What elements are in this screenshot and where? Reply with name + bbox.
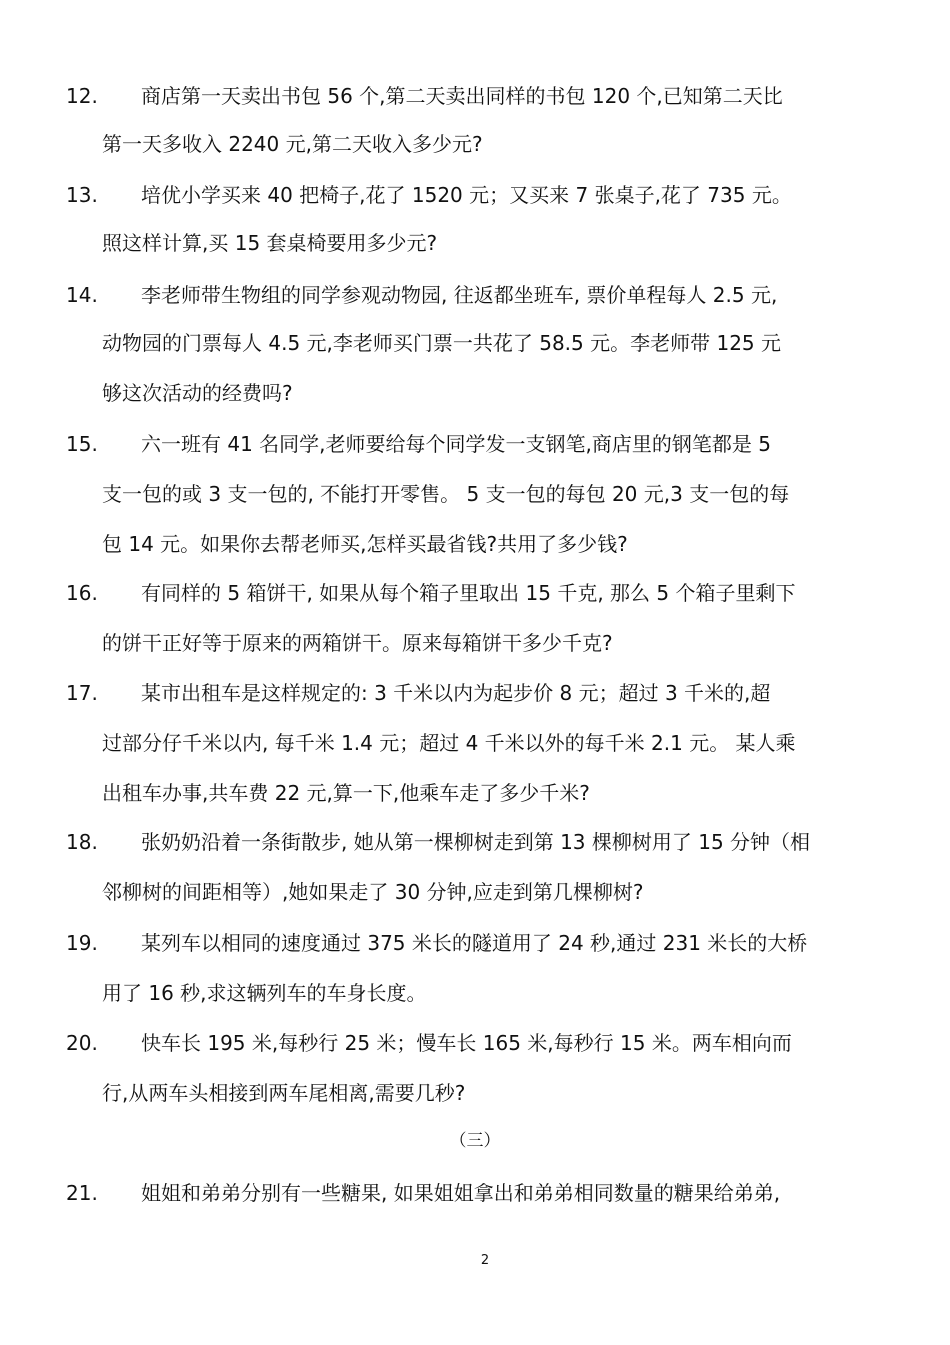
problem-text-line: 培优小学买来 40 把椅子,花了 1520 元；又买来 7 张桌子,花了 735 元。: [141, 183, 792, 207]
problem-number: 20.: [66, 1031, 98, 1055]
page-number: 2: [480, 1253, 490, 1268]
problem-number: 18.: [66, 830, 98, 854]
problem-text-line: 某市出租车是这样规定的: 3 千米以内为起步价 8 元；超过 3 千米的,超: [141, 681, 771, 705]
problem-number: 16.: [66, 581, 98, 605]
problem-text-line: 的饼干正好等于原来的两箱饼干。原来每箱饼干多少千克?: [102, 631, 613, 655]
problem-number: 21.: [66, 1181, 98, 1205]
problem-text-line: 某列车以相同的速度通过 375 米长的隧道用了 24 秒,通过 231 米长的大桥: [141, 931, 808, 955]
problem-text-line: 过部分仔千米以内, 每千米 1.4 元；超过 4 千米以外的每千米 2.1 元。 某人乘: [102, 731, 796, 755]
problem-number: 17.: [66, 681, 98, 705]
problem-text-line: 第一天多收入 2240 元,第二天收入多少元?: [102, 132, 483, 156]
problem-text-line: 有同样的 5 箱饼干, 如果从每个箱子里取出 15 千克, 那么 5 个箱子里剩下: [141, 581, 796, 605]
problem-text-line: 姐姐和弟弟分别有一些糖果, 如果姐姐拿出和弟弟相同数量的糖果给弟弟,: [141, 1181, 781, 1205]
problem-text-line: 够这次活动的经费吗?: [102, 381, 293, 405]
problem-text-line: 六一班有 41 名同学,老师要给每个同学发一支钢笔,商店里的钢笔都是 5: [141, 432, 771, 456]
problem-text-line: 李老师带生物组的同学参观动物园, 往返都坐班车, 票价单程每人 2.5 元,: [141, 283, 778, 307]
problem-number: 19.: [66, 931, 98, 955]
problem-text-line: 邻柳树的间距相等）,她如果走了 30 分钟,应走到第几棵柳树?: [102, 880, 644, 904]
problem-text-line: 商店第一天卖出书包 56 个,第二天卖出同样的书包 120 个,已知第二天比: [141, 84, 783, 108]
problem-number: 14.: [66, 283, 98, 307]
problem-text-line: 行,从两车头相接到两车尾相离,需要几秒?: [102, 1081, 466, 1105]
problem-number: 15.: [66, 432, 98, 456]
problem-text-line: 快车长 195 米,每秒行 25 米；慢车长 165 米,每秒行 15 米。两车相向而: [141, 1031, 792, 1055]
problem-text-line: 支一包的或 3 支一包的, 不能打开零售。 5 支一包的每包 20 元,3 支一包的每: [102, 482, 790, 506]
problem-text-line: 包 14 元。如果你去帮老师买,怎样买最省钱?共用了多少钱?: [102, 532, 628, 556]
problem-text-line: 照这样计算,买 15 套桌椅要用多少元?: [102, 231, 438, 255]
problem-text-line: 动物园的门票每人 4.5 元,李老师买门票一共花了 58.5 元。李老师带 125 元: [102, 331, 782, 355]
problem-number: 12.: [66, 84, 98, 108]
problem-text-line: 出租车办事,共车费 22 元,算一下,他乘车走了多少千米?: [102, 781, 590, 805]
problem-text-line: 张奶奶沿着一条街散步, 她从第一棵柳树走到第 13 棵柳树用了 15 分钟（相: [141, 830, 811, 854]
section-title: （三）: [449, 1131, 501, 1151]
problem-number: 13.: [66, 183, 98, 207]
problem-text-line: 用了 16 秒,求这辆列车的车身长度。: [102, 981, 427, 1005]
